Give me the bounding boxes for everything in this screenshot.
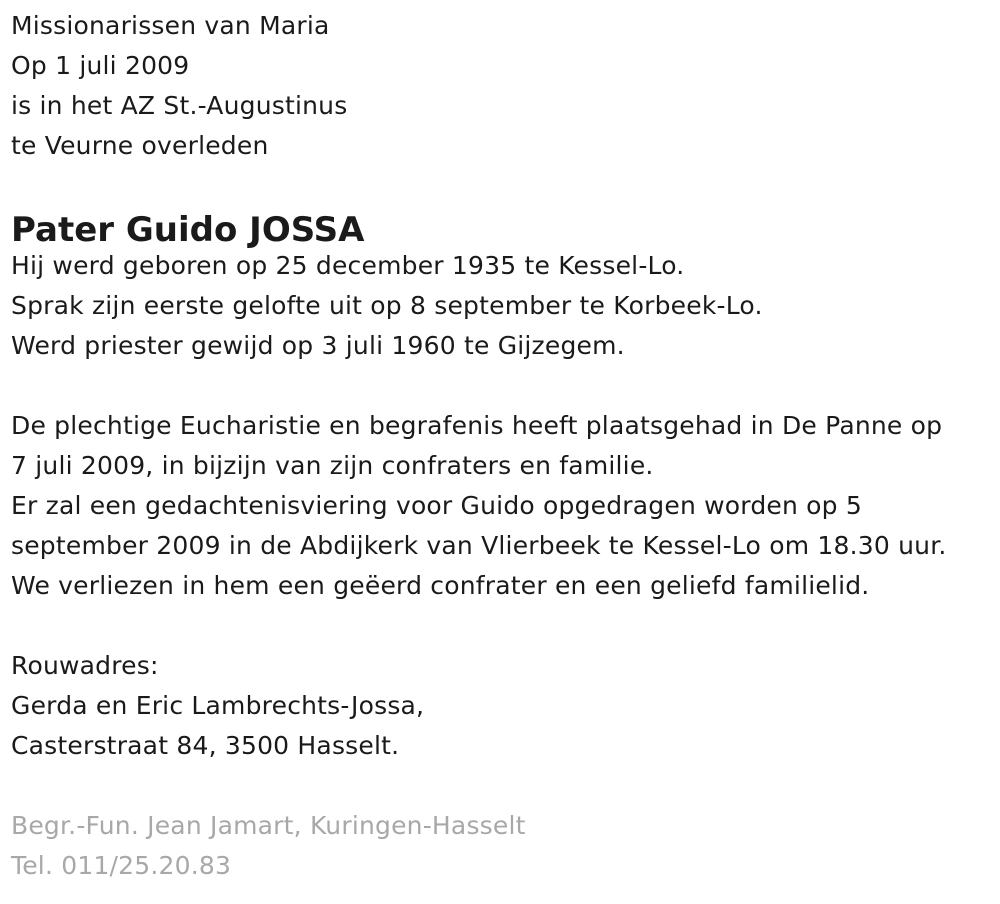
header-block <box>11 6 996 166</box>
spacer <box>11 166 996 206</box>
spacer <box>11 366 996 406</box>
funeral-line: De plechtige Eucharistie en begrafenis heeft plaatsgehad in De Panne op <box>11 411 943 440</box>
address-label: Rouwadres: <box>11 651 159 680</box>
address-block <box>11 646 996 766</box>
funeral-home-name: Begr.-Fun. Jean Jamart, Kuringen-Hasselt <box>11 811 526 840</box>
header-line-hospital: is in het AZ St.-Augustinus <box>11 91 348 120</box>
funeral-line: We verliezen in hem een geëerd confrater en een geliefd familielid. <box>11 571 870 600</box>
funeral-home-block <box>11 806 996 886</box>
deceased-name: Pater Guido JOSSA <box>11 210 365 250</box>
funeral-block <box>11 406 996 606</box>
bio-line-birth: Hij werd geboren op 25 december 1935 te Kessel-Lo. <box>11 251 685 280</box>
funeral-line: Er zal een gedachtenisviering voor Guido opgedragen worden op 5 <box>11 491 862 520</box>
header-line-date: Op 1 juli 2009 <box>11 51 190 80</box>
funeral-line: 7 juli 2009, in bijzijn van zijn confraters en familie. <box>11 451 654 480</box>
bio-line-vows: Sprak zijn eerste gelofte uit op 8 september te Korbeek-Lo. <box>11 291 763 320</box>
header-line-congregation: Missionarissen van Maria <box>11 11 330 40</box>
header-line-place: te Veurne overleden <box>11 131 269 160</box>
biography-block <box>11 246 996 366</box>
funeral-home-phone: Tel. 011/25.20.83 <box>11 851 232 880</box>
address-street: Casterstraat 84, 3500 Hasselt. <box>11 731 400 760</box>
funeral-line: september 2009 in de Abdijkerk van Vlierbeek te Kessel-Lo om 18.30 uur. <box>11 531 947 560</box>
address-names: Gerda en Eric Lambrechts-Jossa, <box>11 691 425 720</box>
spacer <box>11 606 996 646</box>
spacer <box>11 766 996 806</box>
bio-line-ordination: Werd priester gewijd op 3 juli 1960 te Gijzegem. <box>11 331 625 360</box>
obituary-notice <box>11 6 996 886</box>
